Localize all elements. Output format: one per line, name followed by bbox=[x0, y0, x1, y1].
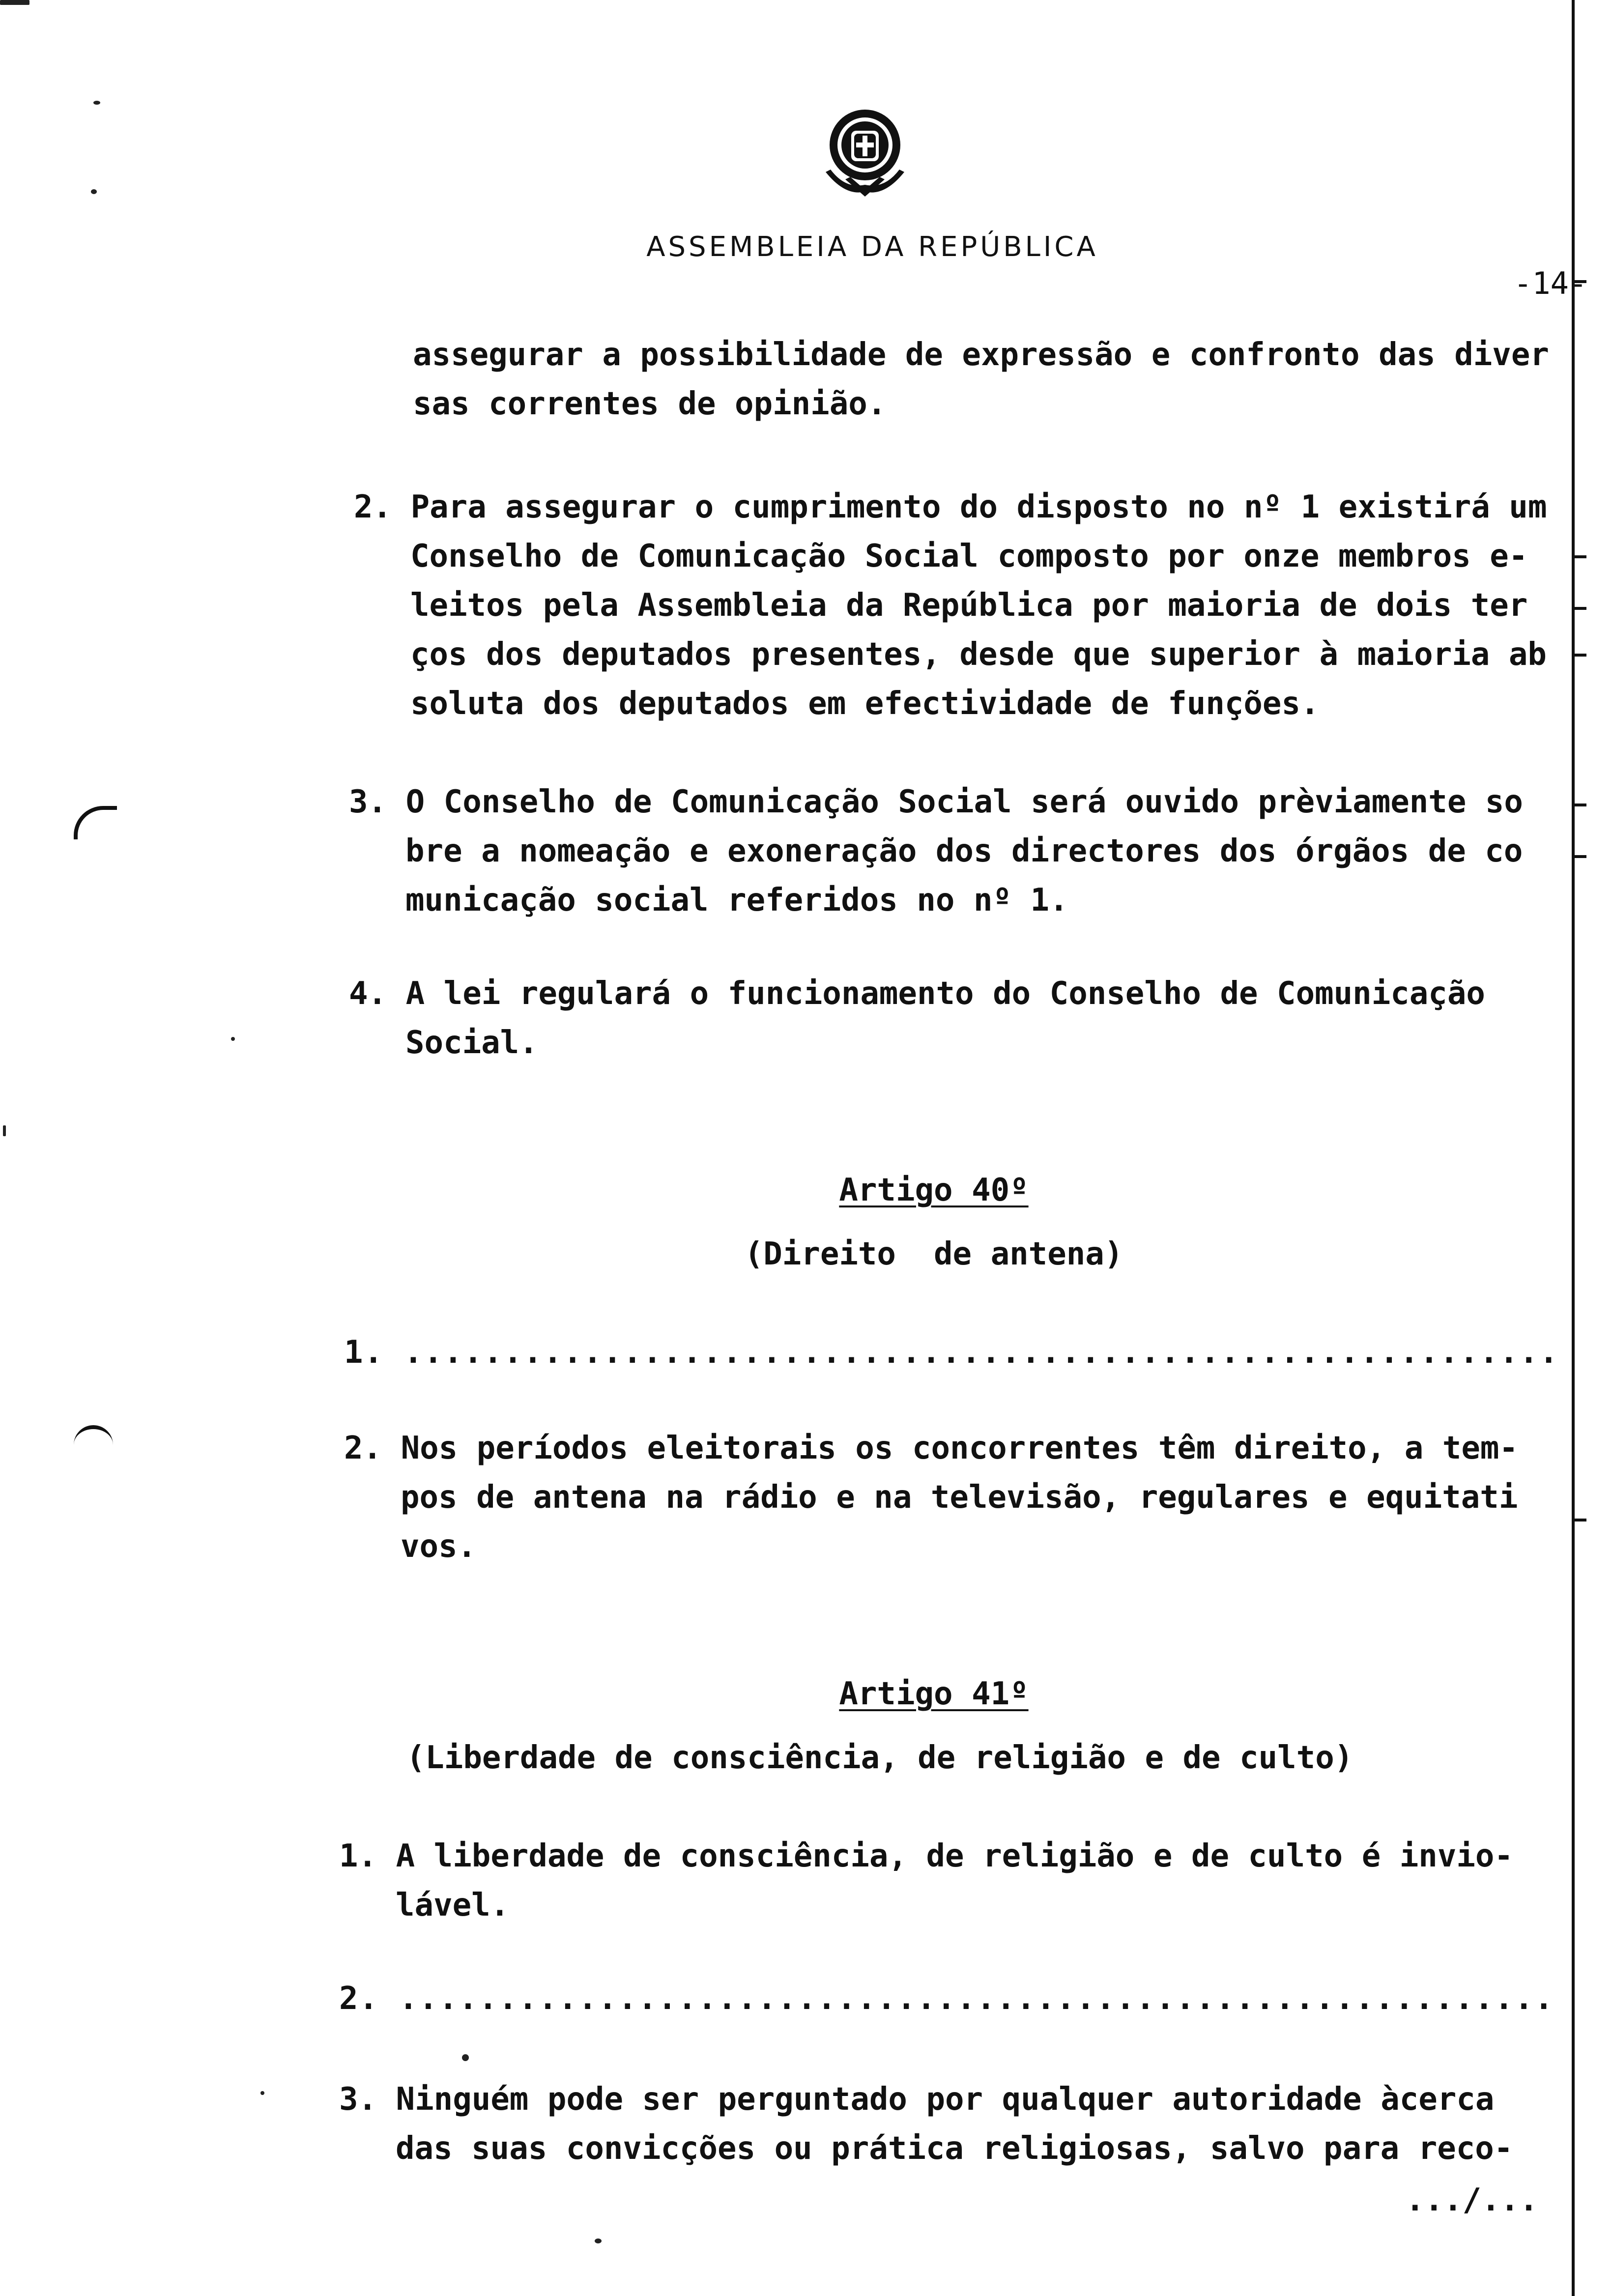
paragraph-line: lável. bbox=[396, 1887, 510, 1923]
paragraph-line: municação social referidos no nº 1. bbox=[405, 882, 1068, 918]
paragraph-line: Conselho de Comunicação Social composto por onze membros e- bbox=[410, 538, 1528, 574]
article-subtitle: (Liberdade de consciência, de religião e de culto) bbox=[406, 1740, 1353, 1776]
paragraph-line: 4. A lei regulará o funcionamento do Conselho de Comunicação bbox=[349, 976, 1485, 1012]
paragraph-line: sas correntes de opinião. bbox=[413, 386, 887, 422]
scan-speck bbox=[3, 1125, 6, 1136]
coat-of-arms-icon bbox=[816, 98, 914, 206]
paragraph-line: pos de antena na rádio e na televisão, regulares e equitati bbox=[401, 1479, 1518, 1516]
right-margin-rule bbox=[1572, 0, 1575, 2296]
paragraph-line: 2. Para assegurar o cumprimento do disposto no nº 1 existirá um bbox=[354, 489, 1547, 525]
article-title: Artigo 41º bbox=[839, 1676, 1029, 1712]
omitted-item: 2. .......................................................... bbox=[339, 1980, 1554, 2017]
margin-tick bbox=[1575, 654, 1586, 657]
scan-speck bbox=[260, 2091, 264, 2095]
paragraph-line: ços dos deputados presentes, desde que superior à maioria ab bbox=[410, 636, 1547, 673]
omitted-item: 1. .......................................................... bbox=[344, 1334, 1559, 1371]
paragraph-line: leitos pela Assembleia da República por maioria de dois ter bbox=[410, 587, 1528, 624]
scan-speck bbox=[0, 0, 29, 5]
scan-speck bbox=[91, 189, 97, 194]
margin-tick bbox=[1575, 855, 1586, 858]
paragraph-line: 3. O Conselho de Comunicação Social será ouvido prèviamente so bbox=[349, 784, 1523, 820]
paragraph-line: 1. A liberdade de consciência, de religião e de culto é invio- bbox=[339, 1838, 1513, 1874]
paragraph-line: soluta dos deputados em efectividade de funções. bbox=[410, 686, 1320, 722]
paragraph-line: bre a nomeação e exoneração dos directores dos órgãos de co bbox=[405, 833, 1523, 869]
punch-hole-mark bbox=[74, 1425, 113, 1449]
scan-speck bbox=[462, 2054, 469, 2061]
scan-speck bbox=[595, 2239, 602, 2243]
paragraph-line: 3. Ninguém pode ser perguntado por qualquer autoridade àcerca bbox=[339, 2081, 1495, 2118]
scan-speck bbox=[231, 1037, 235, 1041]
margin-tick bbox=[1575, 1519, 1586, 1521]
scan-speck bbox=[93, 101, 100, 105]
paragraph-line: vos. bbox=[401, 1528, 477, 1565]
punch-hole-mark bbox=[74, 806, 117, 839]
margin-tick bbox=[1575, 804, 1586, 806]
margin-tick bbox=[1575, 555, 1586, 558]
paragraph-line: assegurar a possibilidade de expressão e confronto das diver bbox=[413, 337, 1549, 373]
article-subtitle: (Direito de antena) bbox=[744, 1236, 1123, 1272]
institution-header: ASSEMBLEIA DA REPÚBLICA bbox=[646, 231, 1098, 263]
continuation-marker: .../... bbox=[1406, 2182, 1538, 2218]
paragraph-line: Social. bbox=[405, 1025, 538, 1061]
page-number: -14- bbox=[1514, 265, 1587, 301]
paragraph-line: das suas convicções ou prática religiosas, salvo para reco- bbox=[396, 2130, 1513, 2167]
paragraph-line: 2. Nos períodos eleitorais os concorrentes têm direito, a tem- bbox=[344, 1430, 1518, 1466]
article-title: Artigo 40º bbox=[839, 1172, 1029, 1208]
margin-tick bbox=[1575, 607, 1586, 610]
